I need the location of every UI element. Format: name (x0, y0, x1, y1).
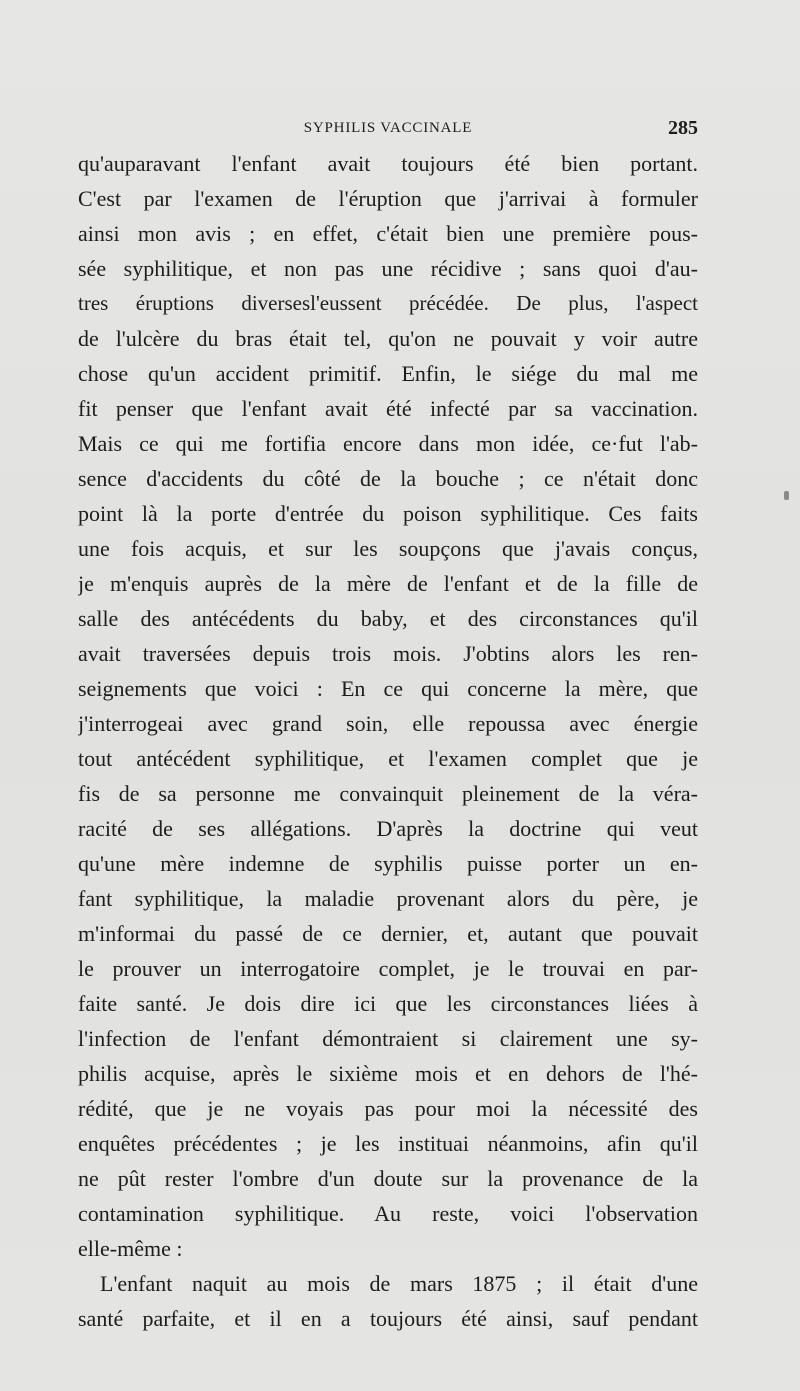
text-line: fant syphilitique, la maladie provenant alors du père, je (78, 886, 698, 911)
paper-speck (784, 491, 789, 500)
text-line: L'enfant naquit au mois de mars 1875 ; il était d'une (100, 1271, 698, 1296)
text-line: avait traversées depuis trois mois. J'obtins alors les ren- (78, 641, 698, 666)
text-line: qu'une mère indemne de syphilis puisse porter un en- (78, 851, 698, 876)
text-line: fis de sa personne me convainquit pleinement de la véra- (78, 781, 698, 806)
page-header (78, 117, 698, 141)
paragraph-2 (78, 1266, 698, 1336)
text-line: une fois acquis, et sur les soupçons que j'avais conçus, (78, 536, 698, 561)
text-line: je m'enquis auprès de la mère de l'enfant et de la fille de (78, 571, 698, 596)
text-line: philis acquise, après le sixième mois et en dehors de l'hé- (78, 1061, 698, 1086)
text-line: contamination syphilitique. Au reste, voici l'observation (78, 1201, 698, 1226)
text-line: m'informai du passé de ce dernier, et, autant que pouvait (78, 921, 698, 946)
text-line: rédité, que je ne voyais pas pour moi la nécessité des (78, 1096, 698, 1121)
text-line: salle des antécédents du baby, et des circonstances qu'il (78, 606, 698, 631)
text-line: santé parfaite, et il en a toujours été ainsi, sauf pendant (78, 1306, 698, 1331)
text-line: seignements que voici : En ce qui concerne la mère, que (78, 676, 698, 701)
page-number: 285 (668, 117, 698, 139)
text-line: l'infection de l'enfant démontraient si clairement une sy- (78, 1026, 698, 1051)
body-text (78, 146, 698, 1336)
text-line: j'interrogeai avec grand soin, elle repoussa avec énergie (78, 711, 698, 736)
text-line: qu'auparavant l'enfant avait toujours été bien portant. (78, 151, 698, 176)
text-line: enquêtes précédentes ; je les instituai néanmoins, afin qu'il (78, 1131, 698, 1156)
text-line: racité de ses allégations. D'après la doctrine qui veut (78, 816, 698, 841)
paragraph-1 (78, 146, 698, 1266)
text-line: sence d'accidents du côté de la bouche ; ce n'était donc (78, 466, 698, 491)
text-line: de l'ulcère du bras était tel, qu'on ne pouvait y voir autre (78, 326, 698, 351)
text-line: le prouver un interrogatoire complet, je le trouvai en par- (78, 956, 698, 981)
text-line: point là la porte d'entrée du poison syphilitique. Ces faits (78, 501, 698, 526)
text-line: C'est par l'examen de l'éruption que j'arrivai à formuler (78, 186, 698, 211)
text-line: Mais ce qui me fortifia encore dans mon idée, ce·fut l'ab- (78, 431, 698, 456)
text-line: ne pût rester l'ombre d'un doute sur la provenance de la (78, 1166, 698, 1191)
text-line: sée syphilitique, et non pas une récidive ; sans quoi d'au- (78, 256, 698, 281)
text-line: chose qu'un accident primitif. Enfin, le siége du mal me (78, 361, 698, 386)
text-line: tres éruptions diversesl'eussent précédée. De plus, l'aspect (78, 291, 698, 315)
text-line: fit penser que l'enfant avait été infecté par sa vaccination. (78, 396, 698, 421)
text-line: faite santé. Je dois dire ici que les circonstances liées à (78, 991, 698, 1016)
text-line: elle-même : (78, 1236, 183, 1261)
text-line: ainsi mon avis ; en effet, c'était bien une première pous- (78, 221, 698, 246)
running-title: SYPHILIS VACCINALE (303, 120, 473, 136)
text-line: tout antécédent syphilitique, et l'examen complet que je (78, 746, 698, 771)
